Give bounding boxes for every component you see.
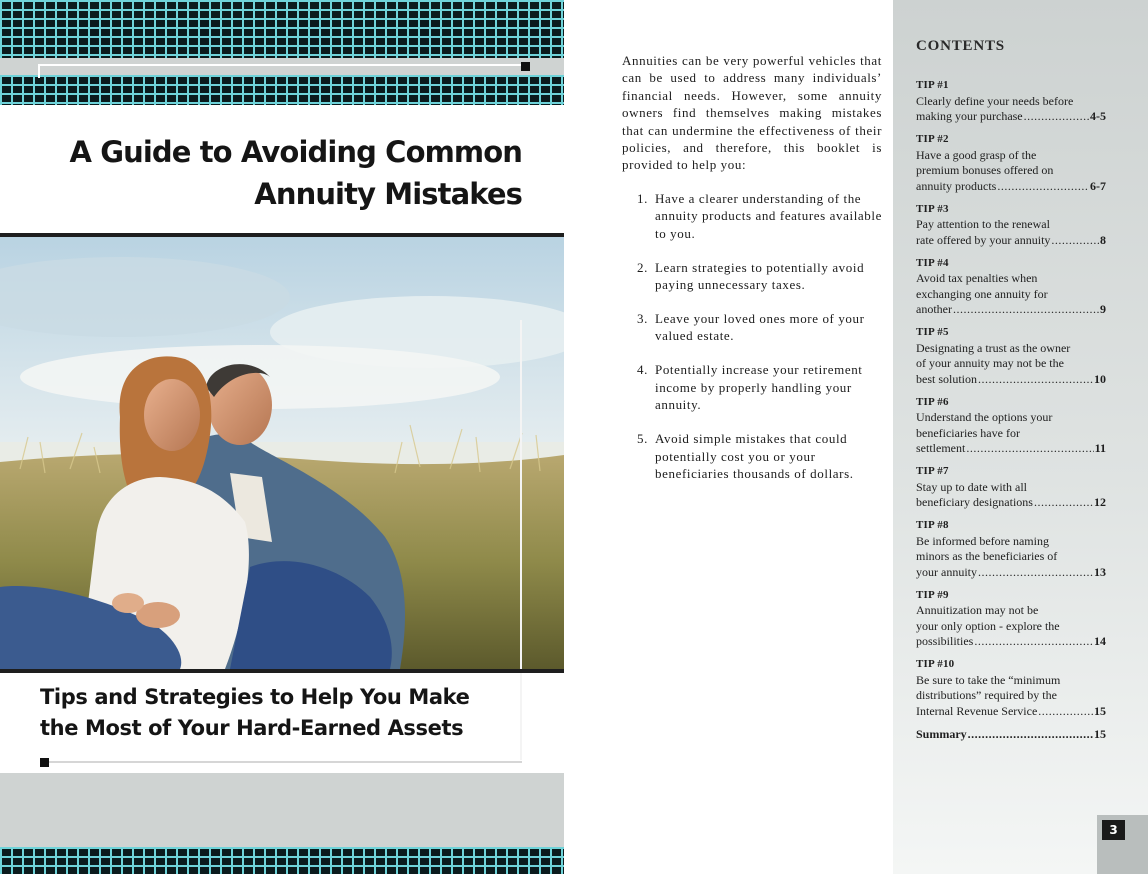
contents-item-tip: TIP #3 — [916, 202, 949, 215]
list-item — [637, 259, 882, 294]
contents-item — [916, 202, 1106, 249]
grid-band-top — [0, 0, 564, 58]
contents-item-text: another — [916, 302, 952, 316]
contents-item-page: 11 — [1094, 441, 1106, 455]
contents-item-tip: TIP #1 — [916, 79, 949, 91]
contents-item-text: rate offered by your annuity — [916, 232, 1051, 247]
contents-item-page: 13 — [1094, 564, 1106, 579]
dot-leader — [978, 372, 1093, 388]
contents-item-text: minors as the beneficiaries of — [916, 549, 1058, 563]
contents-item-last-line — [916, 179, 1106, 195]
contents-item-text: distributions” required by the — [916, 688, 1057, 702]
frame-corner-square-bottom — [40, 758, 49, 767]
cover-subtitle-line-2: the Most of Your Hard-Earned Assets — [40, 716, 464, 740]
frame-line-left — [38, 64, 40, 78]
dot-leader — [1051, 233, 1099, 249]
contents-summary-page: 15 — [1094, 726, 1106, 741]
contents-item-text: Avoid tax penalties when — [916, 271, 1038, 285]
dot-leader — [1034, 495, 1093, 511]
contents-item-text: Be informed before naming — [916, 533, 1049, 548]
contents-item-tip: TIP #6 — [916, 395, 949, 408]
contents-item-text: exchanging one annuity for — [916, 286, 1048, 301]
contents-item — [916, 256, 1106, 318]
list-item-text: Have a clearer understanding of the annuity products and features available to you. — [655, 190, 882, 241]
contents-item-text: Pay attention to the renewal — [916, 217, 1050, 231]
photo-rule-bottom — [0, 669, 564, 673]
contents-item — [916, 588, 1106, 650]
contents-item-text: annuity products — [916, 178, 997, 193]
contents-item-text: Annuitization may not be — [916, 603, 1039, 617]
contents-item-text: Be sure to take the “minimum — [916, 672, 1061, 687]
list-item — [637, 190, 882, 242]
contents-panel — [893, 0, 1148, 874]
contents-item-last-line — [916, 634, 1106, 650]
contents-item-last-line — [916, 565, 1106, 581]
cover-subtitle — [40, 682, 540, 744]
benefits-list — [622, 190, 882, 483]
intro-paragraph: Annuities can be very powerful vehicles that can be used to address many individuals’ financial needs. However, some annuity owners find themselves making mistakes that can undermine the effectiveness of their policies, and therefore, this booklet is provided to help you: — [622, 53, 882, 173]
list-item — [637, 310, 882, 345]
frame-line-bottom — [40, 761, 522, 763]
contents-item-last-line — [916, 372, 1106, 388]
contents-item-text: Designating a trust as the owner — [916, 340, 1071, 355]
gray-band-bottom — [0, 773, 564, 847]
cover-page — [0, 0, 564, 874]
contents-item-last-line — [916, 704, 1106, 720]
contents-item-text: making your purchase — [916, 109, 1023, 123]
cover-title — [52, 131, 522, 215]
contents-item-text: your annuity — [916, 564, 977, 579]
page-number: 3 — [1102, 820, 1125, 840]
contents-item-text: premium bonuses offered on — [916, 163, 1054, 177]
contents-item-text: your only option - explore the — [916, 618, 1060, 633]
contents-item-text: Have a good grasp of the — [916, 147, 1037, 162]
contents-item-tip: TIP #8 — [916, 519, 949, 531]
contents-item-tip: TIP #2 — [916, 133, 949, 145]
contents-item-tip: TIP #7 — [916, 465, 949, 477]
grid-band-middle — [0, 75, 564, 105]
contents-item-text: of your annuity may not be the — [916, 356, 1064, 370]
contents-item-page: 15 — [1094, 703, 1106, 718]
contents-item — [916, 464, 1106, 511]
couple-photo — [0, 237, 564, 669]
list-item — [637, 430, 882, 482]
contents-item-page: 10 — [1094, 371, 1106, 386]
contents-item-page: 9 — [1100, 302, 1106, 316]
contents-item-text: Stay up to date with all — [916, 479, 1027, 494]
contents-item — [916, 657, 1106, 719]
contents-item-page: 12 — [1094, 495, 1106, 509]
dot-leader — [966, 441, 1093, 457]
cover-title-line-1: A Guide to Avoiding Common — [69, 135, 522, 169]
cover-subtitle-line-1: Tips and Strategies to Help You Make — [40, 685, 470, 709]
list-item-number: 2. — [637, 259, 648, 275]
list-item-number: 1. — [637, 190, 648, 206]
contents-item-tip: TIP #9 — [916, 588, 949, 601]
frame-line-top — [38, 64, 523, 66]
list-item-text: Avoid simple mistakes that could potentially cost you or your beneficiaries thousands of dollars. — [655, 431, 854, 482]
list-item — [637, 361, 882, 413]
contents-item-last-line — [916, 233, 1106, 249]
contents-item-page: 14 — [1094, 634, 1106, 648]
intro-section — [622, 52, 882, 499]
dot-leader — [968, 727, 1093, 743]
contents-item — [916, 395, 1106, 457]
contents-item-page: 4-5 — [1090, 109, 1106, 123]
frame-corner-square-top — [521, 62, 530, 71]
contents-item-page: 6-7 — [1090, 178, 1106, 193]
contents-item-page: 8 — [1100, 232, 1106, 247]
contents-item-text: possibilities — [916, 634, 974, 648]
list-item-text: Learn strategies to potentially avoid paying unnecessary taxes. — [655, 259, 865, 293]
contents-item-last-line — [916, 302, 1106, 318]
contents-item — [916, 78, 1106, 125]
contents-item — [916, 325, 1106, 387]
contents-item — [916, 518, 1106, 580]
contents-item-text: Internal Revenue Service — [916, 703, 1038, 718]
contents-item-tip: TIP #4 — [916, 256, 949, 269]
contents-item-text: best solution — [916, 371, 978, 386]
contents-heading: CONTENTS — [916, 38, 1005, 54]
cover-title-line-2: Annuity Mistakes — [254, 177, 522, 211]
list-item-number: 4. — [637, 362, 648, 378]
gray-band-top — [0, 58, 564, 75]
contents-item-tip: TIP #10 — [916, 658, 955, 670]
contents-item-text: Clearly define your needs before — [916, 93, 1074, 108]
dot-leader — [953, 302, 1099, 318]
contents-item-tip: TIP #5 — [916, 326, 949, 338]
dot-leader — [1038, 704, 1093, 720]
contents-summary-label: Summary — [916, 726, 967, 741]
list-item-number: 5. — [637, 431, 648, 447]
contents-item-last-line — [916, 495, 1106, 511]
contents-item — [916, 132, 1106, 194]
dot-leader — [1024, 109, 1089, 125]
dot-leader — [978, 565, 1093, 581]
list-item-text: Leave your loved ones more of your valued estate. — [655, 311, 865, 344]
contents-item-last-line — [916, 109, 1106, 125]
dot-leader — [974, 634, 1093, 650]
contents-summary — [916, 727, 1106, 743]
grid-band-bottom — [0, 847, 564, 874]
contents-list — [916, 78, 1106, 742]
contents-item-text: beneficiaries have for — [916, 425, 1020, 440]
contents-item-text: beneficiary designations — [916, 495, 1033, 509]
dot-leader — [997, 179, 1089, 195]
contents-item-last-line — [916, 441, 1106, 457]
contents-item-text: settlement — [916, 441, 966, 455]
contents-item-text: Understand the options your — [916, 410, 1053, 424]
list-item-number: 3. — [637, 311, 648, 327]
list-item-text: Potentially increase your retirement income by properly handling your annuity. — [655, 362, 863, 413]
